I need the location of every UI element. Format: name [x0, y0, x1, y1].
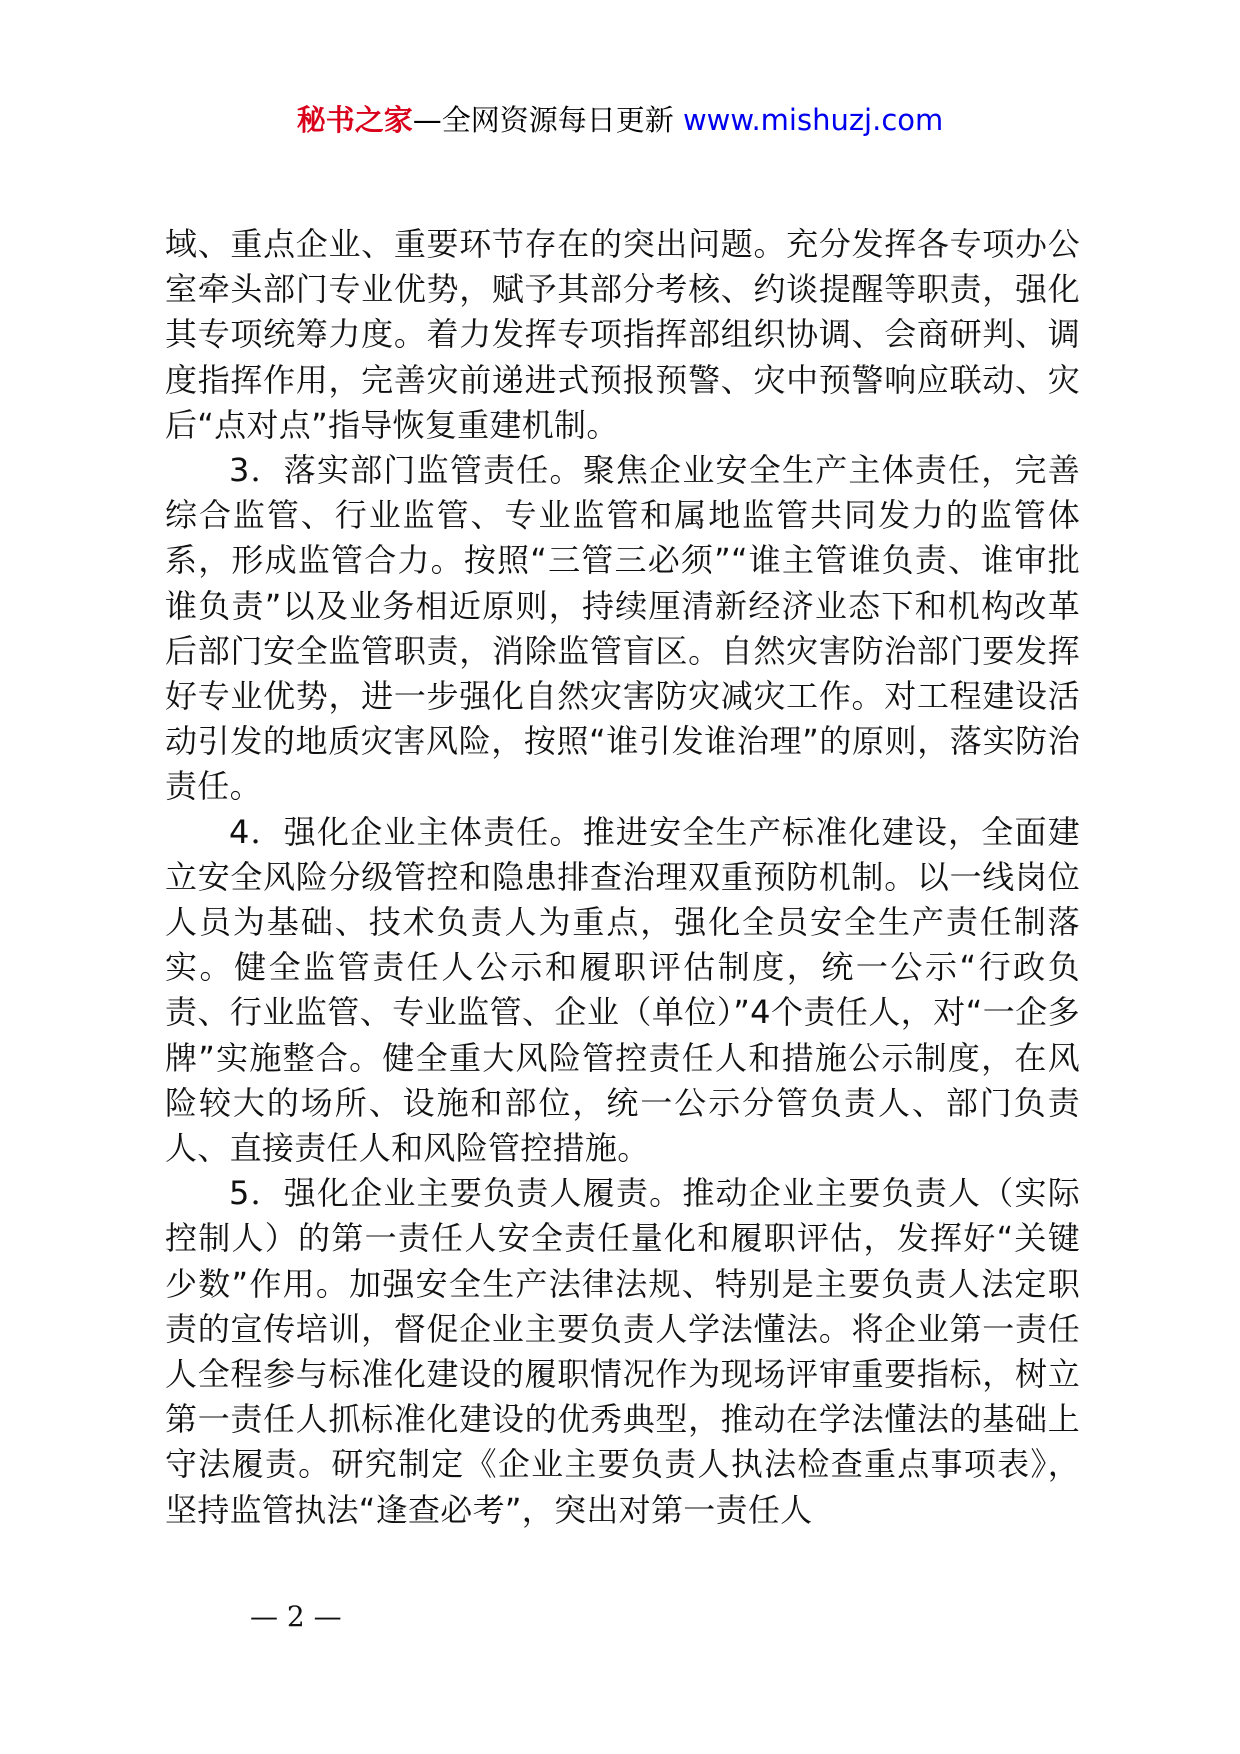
document-body: [165, 222, 1080, 1533]
page-number: — 2 —: [250, 1600, 342, 1633]
brand-name: 秘书之家: [296, 103, 413, 137]
paragraph-item-4: 4．强化企业主体责任。推进安全生产标准化建设，全面建立安全风险分级管控和隐患排查治理双重预防机制。以一线岗位人员为基础、技术负责人为重点，强化全员安全生产责任制落实。健全监管责任人公示和履职评估制度，统一公示“行政负责、行业监管、专业监管、企业（单位）”4个责任人，对“一企多牌”实施整合。健全重大风险管控责任人和措施公示制度，在风险较大的场所、设施和部位，统一公示分管负责人、部门负责人、直接责任人和风险管控措施。: [165, 812, 1080, 1168]
paragraph-item-3: 3．落实部门监管责任。聚焦企业安全生产主体责任，完善综合监管、行业监管、专业监管和属地监管共同发力的监管体系，形成监管合力。按照“三管三必须”“谁主管谁负责、谁审批谁负责”以及业务相近原则，持续厘清新经济业态下和机构改革后部门安全监管职责，消除监管盲区。自然灾害防治部门要发挥好专业优势，进一步强化自然灾害防灾减灾工作。对工程建设活动引发的地质灾害风险，按照“谁引发谁治理”的原则，落实防治责任。: [165, 451, 1080, 806]
site-header: [0, 100, 1240, 140]
paragraph-continuation: 域、重点企业、重要环节存在的突出问题。充分发挥各专项办公室牵头部门专业优势，赋予其部分考核、约谈提醒等职责，强化其专项统筹力度。着力发挥专项指挥部组织协调、会商研判、调度指挥作用，完善灾前递进式预报预警、灾中预警响应联动、灾后“点对点”指导恢复重建机制。: [165, 225, 1080, 444]
site-url-link[interactable]: www.mishuzj.com: [682, 103, 944, 137]
paragraph-item-5: 5．强化企业主要负责人履责。推动企业主要负责人（实际控制人）的第一责任人安全责任量化和履职评估，发挥好“关键少数”作用。加强安全生产法律法规、特别是主要负责人法定职责的宣传培训，督促企业主要负责人学法懂法。将企业第一责任人全程参与标准化建设的履职情况作为现场评审重要指标，树立第一责任人抓标准化建设的优秀典型，推动在学法懂法的基础上守法履责。研究制定《企业主要负责人执法检查重点事项表》，坚持监管执法“逢查必考”，突出对第一责任人: [165, 1174, 1080, 1529]
header-slogan: —全网资源每日更新: [412, 103, 683, 137]
